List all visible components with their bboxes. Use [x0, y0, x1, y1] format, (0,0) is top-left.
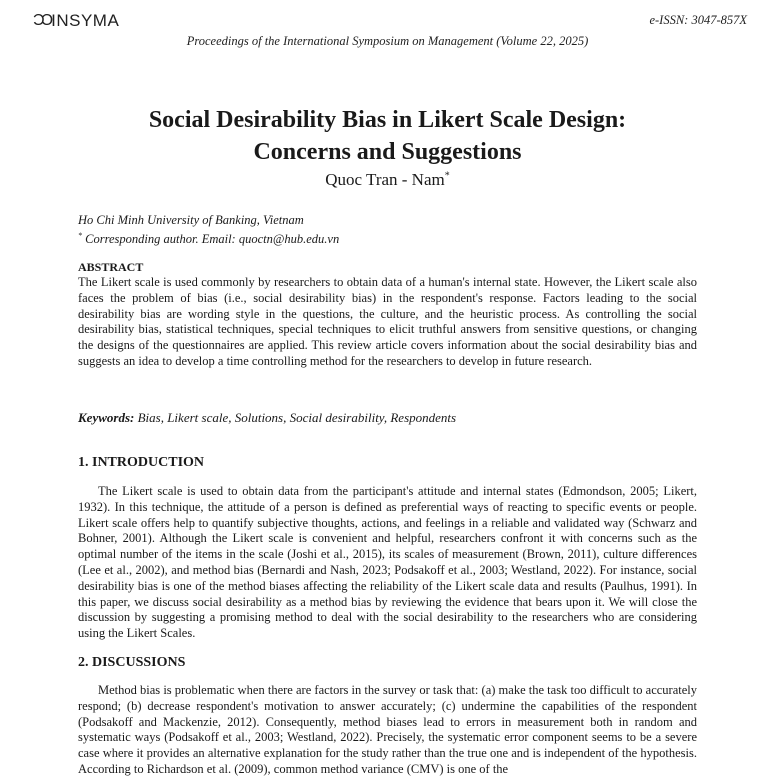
section-heading-discussions: 2. DISCUSSIONS [78, 655, 186, 670]
logo-mark-icon: ƆƆ [33, 12, 51, 29]
title-line-1: Social Desirability Bias in Likert Scale Design: [148, 107, 627, 133]
corresponding-author [78, 228, 339, 247]
keywords-label: Keywords: [78, 410, 135, 425]
insyma-logo [33, 11, 119, 31]
author-name [0, 170, 775, 190]
title-line-2: Concerns and Suggestions [253, 139, 522, 165]
discussions-paragraph: Method bias is problematic when there are factors in the survey or task that: (a) make the task too difficult to accurately respond; (b) decrease respondent's motivation to answer accurately; (c) undermine the capabilities of the respondent (Podsakoff and Mackenzie, 2012). Consequently, method biases lead to errors in measurement both in random and systematic ways (Podsakoff et al., 2003; Westland, 2022). Precisely, the systematic error component seems to be a severe case where it provides an alternative explanation for the study rather than the true one and is independent of the hypothesis. According to Richardson et al. (2009), common method variance (CMV) is one of the [78, 683, 697, 776]
logo-text: INSYMA [51, 11, 120, 30]
corresponding-text: Corresponding author. Email: quoctn@hub.edu.vn [85, 232, 340, 247]
affiliation: Ho Chi Minh University of Banking, Vietnam [78, 213, 304, 227]
affiliation-block [78, 212, 339, 247]
abstract-heading: ABSTRACT [78, 260, 144, 274]
corresponding-mark: * [78, 231, 82, 240]
proceedings-header: Proceedings of the International Symposium on Management (Volume 22, 2025) [186, 34, 589, 48]
author-mark: * [444, 170, 450, 182]
issn-label: e-ISSN: 3047-857X [649, 13, 747, 27]
paper-title [0, 104, 775, 168]
section-heading-introduction: 1. INTRODUCTION [78, 455, 205, 470]
keywords-text: Bias, Likert scale, Solutions, Social desirability, Respondents [134, 410, 457, 425]
abstract-text: The Likert scale is used commonly by researchers to obtain data of a human's internal state. However, the Likert scale also faces the problem of bias (i.e., social desirability bias) in the respondent's response. Factors leading to the social desirability bias are wording style in the questions, the culture, and the heuristic process. As controlling the social desirability bias, statistical techniques, special techniques to elicit truthful answers from sensitive questions, or changing the designs of the questionnaires are applied. This review article covers information about the social desirability bias and suggests an idea to develop a time controlling method for the researchers to develop in future research. [78, 275, 697, 368]
introduction-paragraph: The Likert scale is used to obtain data from the participant's attitude and internal states (Edmondson, 2005; Likert, 1932). In this technique, the attitude of a person is defined as preferential ways of reacting to specific events or people. Likert scale offers help to quantify subjective thoughts, actions, and feelings in a reliable and validated way (Schwarz and Bohner, 2001). Although the Likert scale is convenient and helpful, researchers confront it with concerns such as the optimal number of the items in the scale (Joshi et al., 2015), its scales of measurement (Brown, 2011), culture differences (Lee et al., 2002), and method bias (Bernardi and Nash, 2023; Podsakoff et al., 2003; Westland, 2022). For instance, social desirability bias is one of the method biases affecting the reliability of the Likert scale data and results (Paulhus, 1991). In this paper, we discuss social desirability as a method bias by reviewing the evidence that bears upon it. We will close the discussion by suggesting a promising method to deal with the social desirability to the researchers who are considering using the Likert Scales. [78, 484, 697, 641]
author-text: Quoc Tran - Nam [325, 170, 445, 189]
keywords-line [78, 410, 456, 426]
